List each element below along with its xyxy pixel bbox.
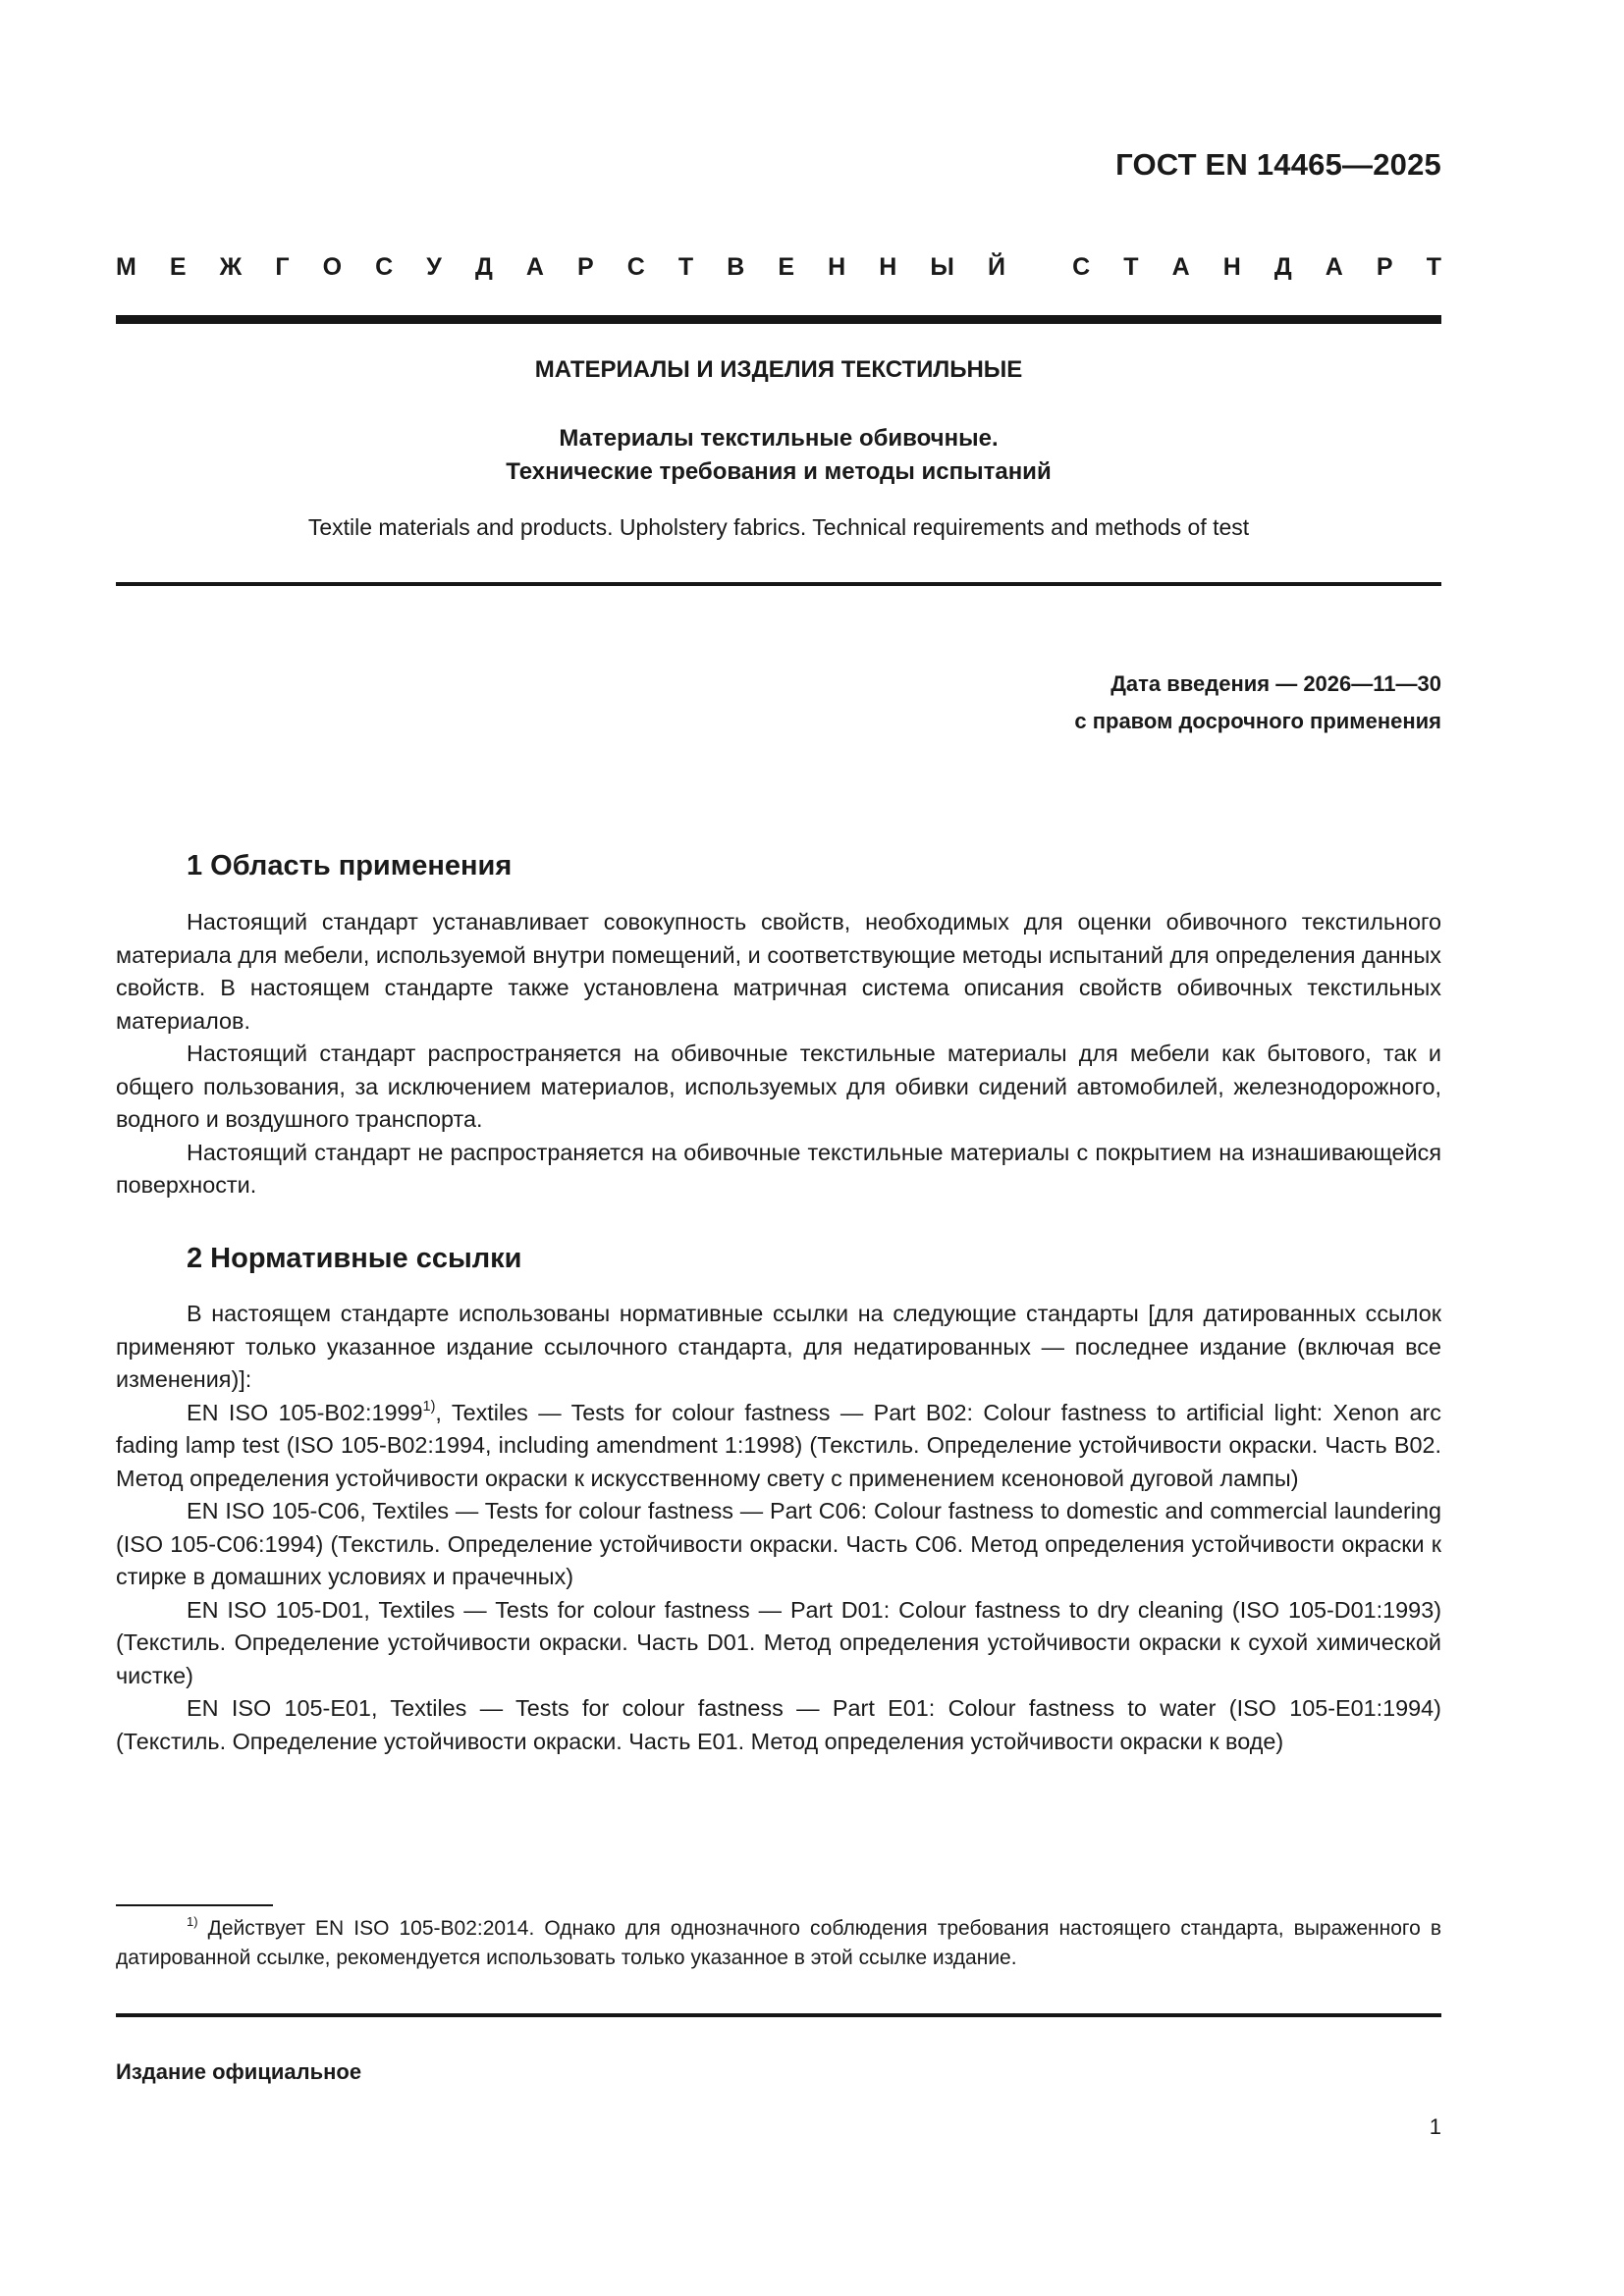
letter: В [727, 253, 745, 281]
letter: О [322, 253, 343, 281]
reference-code: EN ISO 105-E01 [187, 1695, 371, 1721]
paragraph: В настоящем стандарте использованы нормативные ссылки на следующие стандарты [для датированных ссылок применяют только указанное издание ссылочного стандарта, для недатированных — последнее издание (включая все изменения)]: [116, 1301, 1441, 1392]
reference-item [116, 1692, 1441, 1758]
footnote-separator [116, 1904, 273, 1906]
letter: Н [879, 253, 897, 281]
footer-divider [116, 2013, 1441, 2017]
subtitle-line-1: Материалы текстильные обивочные. [559, 425, 999, 452]
page-number: 1 [1429, 2114, 1441, 2139]
letter: А [525, 253, 544, 281]
letter: Т [677, 253, 694, 281]
letter: С [1072, 253, 1091, 281]
letter: Ж [219, 253, 243, 281]
reference-code: EN ISO 105-B02:1999 [187, 1399, 423, 1425]
reference-code: EN ISO 105-D01 [187, 1596, 364, 1623]
letter: Д [474, 253, 493, 281]
paragraph: Настоящий стандарт распространяется на обивочные текстильные материалы для мебели как бытового, так и общего пользования, за исключением материалов, используемых для обивки сидений автомобилей, железнодорожного, водного и воздушного транспорта. [116, 1041, 1441, 1132]
header-divider-thick [116, 315, 1441, 324]
reference-item [116, 1495, 1441, 1594]
official-edition-label: Издание официальное [116, 2059, 362, 2084]
standard-code: ГОСТ EN 14465—2025 [1115, 147, 1441, 182]
reference-code: EN ISO 105-C06 [187, 1498, 360, 1523]
footnote-marker[interactable]: 1) [422, 1398, 436, 1415]
letter: Е [778, 253, 795, 281]
reference-text: , Textiles — Tests for colour fastness — Part B02: Colour fastness to artificial light: Xenon arc fading lamp test (ISO 105-B02:1994, including amendment 1:1998) (Текстиль. Определение устойчивости окраски. Часть B02. Метод определения устойчивости окраски к искусственному свету с применением ксеноновой дуговой лампы) [116, 1399, 1441, 1491]
reference-text: , Textiles — Tests for colour fastness — Part E01: Colour fastness to water (ISO 105-E01:1994) (Текстиль. Определение устойчивости окраски. Часть E01. Метод определения устойчивости окраски к воде) [116, 1695, 1441, 1754]
footnote-text: Действует EN ISO 105-B02:2014. Однако для однозначного соблюдения требования настоящего стандарта, выраженного в датированной ссылке, рекомендуется использовать только указанное в этой ссылке издание. [116, 1917, 1441, 1969]
letter: Р [576, 253, 594, 281]
section-1-body [116, 906, 1441, 1202]
letter: Е [169, 253, 187, 281]
reference-text: , Textiles — Tests for colour fastness — Part D01: Colour fastness to dry cleaning (ISO 105-D01:1993) (Текстиль. Определение устойчивости окраски. Часть D01. Метод определения устойчивости окраски к сухой химической чистке) [116, 1596, 1441, 1688]
letter: Г [275, 253, 290, 281]
document-subtitle [116, 422, 1441, 489]
early-application-note: с правом досрочного применения [1074, 709, 1441, 733]
reference-item [116, 1397, 1441, 1496]
paragraph: Настоящий стандарт устанавливает совокупность свойств, необходимых для оценки обивочного текстильного материала для мебели, используемой внутри помещений, и соответствующие методы испытаний для определения данных свойств. В настоящем стандарте также установлена матричная система описания свойств обивочных текстильных материалов. [116, 909, 1441, 1034]
section-2-body [116, 1298, 1441, 1758]
standard-type-heading [116, 253, 1441, 282]
title-divider [116, 582, 1441, 586]
group-title: МАТЕРИАЛЫ И ИЗДЕЛИЯ ТЕКСТИЛЬНЫЕ [534, 356, 1023, 383]
paragraph: Настоящий стандарт не распространяется на обивочные текстильные материалы с покрытием на изнашивающейся поверхности. [116, 1139, 1441, 1198]
english-title: Textile materials and products. Upholstery fabrics. Technical requirements and methods of test [307, 514, 1250, 540]
letter: У [426, 253, 442, 281]
letter: Й [987, 253, 1005, 281]
letter: Ы [930, 253, 954, 281]
letter: М [116, 253, 136, 281]
letter: А [1325, 253, 1343, 281]
reference-item [116, 1594, 1441, 1693]
introduction-date: Дата введения — 2026—11—30 [1110, 671, 1441, 696]
reference-text: , Textiles — Tests for colour fastness — Part C06: Colour fastness to domestic and commercial laundering (ISO 105-C06:1994) (Текстиль. Определение устойчивости окраски. Часть C06. Метод определения устойчивости окраски к стирке в домашних условиях и прачечных) [116, 1498, 1441, 1589]
letter: Н [828, 253, 846, 281]
letter: Т [1123, 253, 1139, 281]
section-2-heading: 2 Нормативные ссылки [187, 1243, 522, 1274]
letter: Д [1273, 253, 1292, 281]
letter: Р [1376, 253, 1393, 281]
letter: А [1171, 253, 1190, 281]
letter: Н [1222, 253, 1241, 281]
letter: Т [1426, 253, 1441, 281]
subtitle-line-2: Технические требования и методы испытаний [506, 458, 1052, 485]
footnote-number: 1) [187, 1913, 198, 1929]
introduction-date-block [1074, 666, 1441, 740]
footnote [116, 1914, 1441, 1973]
letter: С [626, 253, 645, 281]
letter: С [375, 253, 394, 281]
section-1-heading: 1 Область применения [187, 850, 513, 881]
